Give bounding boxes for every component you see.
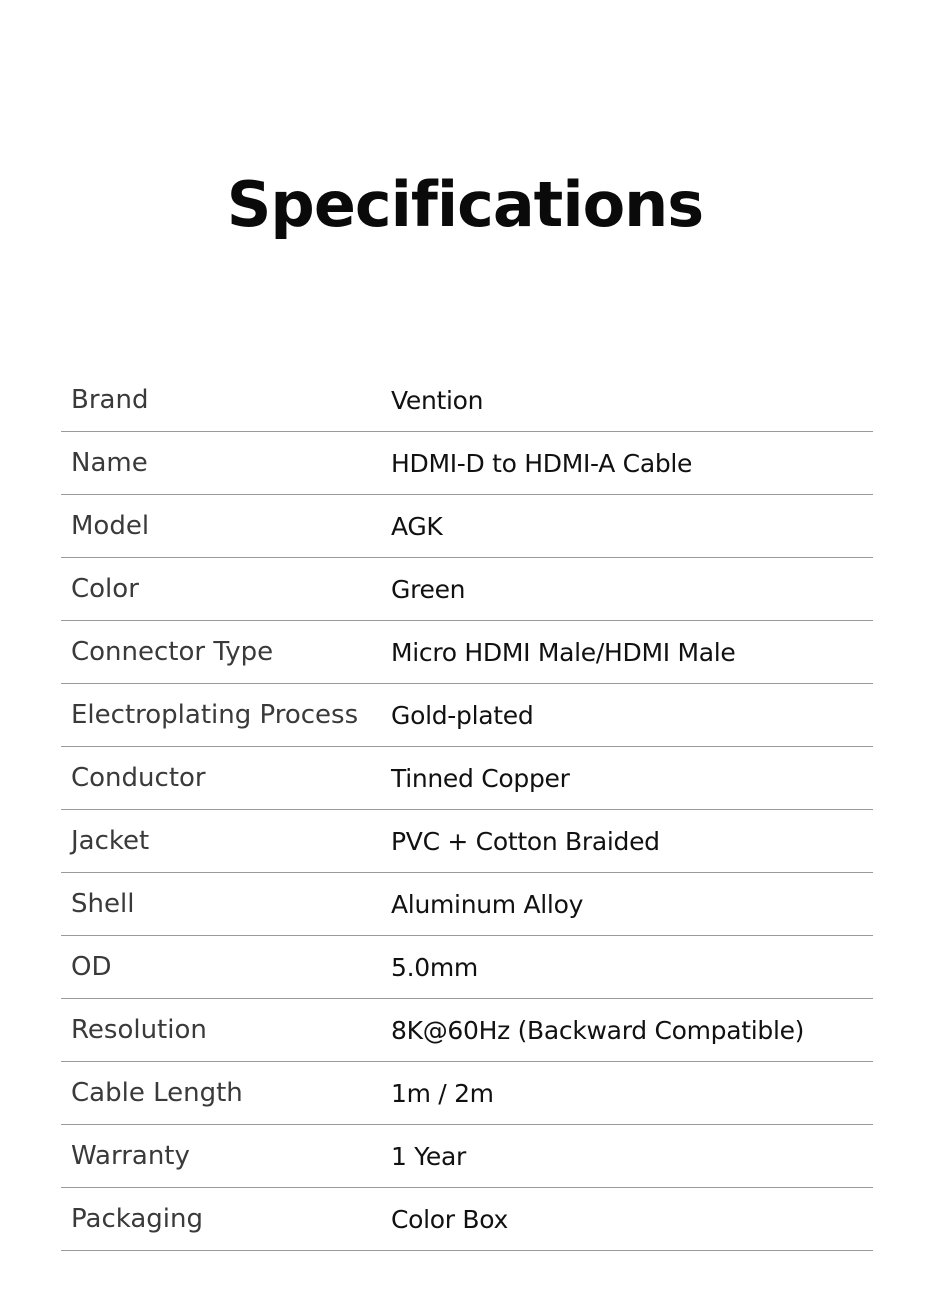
spec-row-shell bbox=[61, 873, 873, 936]
spec-row-resolution bbox=[61, 999, 873, 1062]
spec-value: Tinned Copper bbox=[391, 763, 570, 793]
spec-row-packaging bbox=[61, 1188, 873, 1251]
spec-label: Jacket bbox=[71, 826, 150, 856]
spec-row-model bbox=[61, 495, 873, 558]
spec-label: Packaging bbox=[71, 1204, 203, 1234]
spec-label: Shell bbox=[71, 889, 135, 919]
spec-row-conductor bbox=[61, 747, 873, 810]
spec-value: 1m / 2m bbox=[391, 1078, 494, 1108]
spec-value: Vention bbox=[391, 385, 484, 415]
spec-value: AGK bbox=[391, 511, 443, 541]
spec-label: Brand bbox=[71, 385, 149, 415]
spec-value: HDMI-D to HDMI-A Cable bbox=[391, 448, 693, 478]
spec-row-color bbox=[61, 558, 873, 621]
spec-row-od bbox=[61, 936, 873, 999]
spec-value: Aluminum Alloy bbox=[391, 889, 584, 919]
spec-label: Warranty bbox=[71, 1141, 190, 1171]
spec-label: Color bbox=[71, 574, 139, 604]
spec-label: Electroplating Process bbox=[71, 700, 359, 730]
spec-label: OD bbox=[71, 952, 112, 982]
spec-value: 1 Year bbox=[391, 1141, 466, 1171]
spec-label: Resolution bbox=[71, 1015, 207, 1045]
spec-value: Micro HDMI Male/HDMI Male bbox=[391, 637, 736, 667]
spec-table bbox=[61, 369, 873, 1251]
spec-row-electroplating-process bbox=[61, 684, 873, 747]
spec-value: Gold-plated bbox=[391, 700, 534, 730]
spec-label: Conductor bbox=[71, 763, 206, 793]
spec-value: Green bbox=[391, 574, 466, 604]
page-title: Specifications bbox=[226, 168, 704, 241]
spec-row-cable-length bbox=[61, 1062, 873, 1125]
spec-row-jacket bbox=[61, 810, 873, 873]
spec-value: 5.0mm bbox=[391, 952, 478, 982]
spec-label: Connector Type bbox=[71, 637, 274, 667]
spec-row-connector-type bbox=[61, 621, 873, 684]
spec-row-name bbox=[61, 432, 873, 495]
spec-label: Cable Length bbox=[71, 1078, 243, 1108]
spec-value: Color Box bbox=[391, 1204, 508, 1234]
spec-label: Model bbox=[71, 511, 150, 541]
spec-value: PVC + Cotton Braided bbox=[391, 826, 660, 856]
spec-row-brand bbox=[61, 369, 873, 432]
spec-row-warranty bbox=[61, 1125, 873, 1188]
spec-value: 8K@60Hz (Backward Compatible) bbox=[391, 1015, 805, 1045]
spec-label: Name bbox=[71, 448, 148, 478]
